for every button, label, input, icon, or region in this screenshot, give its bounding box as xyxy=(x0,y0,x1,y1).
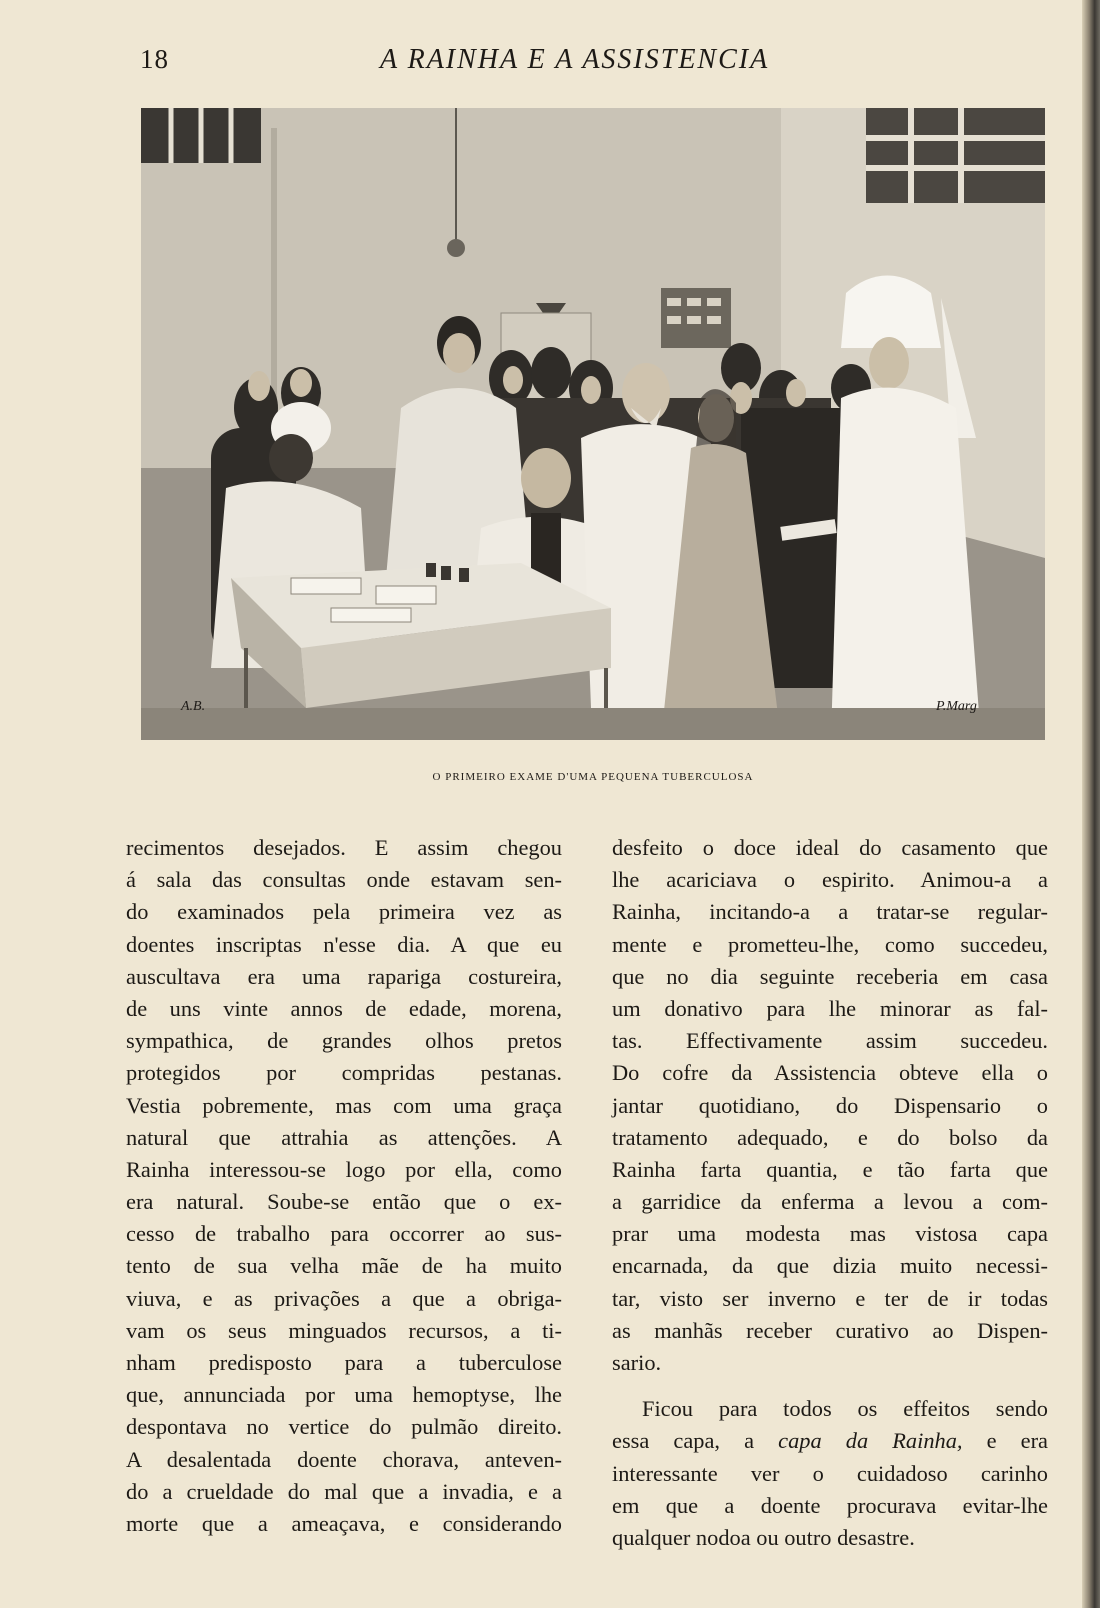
body-line: a garridice da enferma a levou a com- xyxy=(612,1189,1048,1215)
body-line: qualquer nodoa ou outro desastre. xyxy=(612,1524,915,1550)
photograph-illustration xyxy=(141,108,1045,740)
body-line: tento de sua velha mãe de ha muito xyxy=(126,1253,562,1279)
body-line: sario. xyxy=(612,1350,662,1375)
body-line: lhe acariciava o espirito. Animou-a a xyxy=(612,867,1048,893)
body-line: cesso de trabalho para occorrer ao sus- xyxy=(126,1221,562,1247)
body-line: interessante ver o cuidadoso carinho xyxy=(612,1460,1048,1486)
body-line: Rainha farta quantia, e tão farta que xyxy=(612,1156,1048,1182)
running-head xyxy=(140,44,1060,84)
body-line: protegidos por compridas pestanas. xyxy=(126,1060,562,1086)
body-line: nham predisposto para a tuberculose xyxy=(126,1350,562,1375)
body-line: Rainha interessou-se logo por ella, como xyxy=(126,1156,562,1182)
body-line: do a crueldade do mal que a invadia, e a xyxy=(126,1478,562,1504)
italic-phrase: capa da Rainha, xyxy=(778,1428,963,1454)
body-line: em que a doente procurava evitar-lhe xyxy=(612,1492,1048,1518)
body-line: tratamento adequado, e do bolso da xyxy=(612,1124,1048,1150)
body-line: do examinados pela primeira vez as xyxy=(126,899,562,925)
body-line: encarnada, da que dizia muito necessi- xyxy=(612,1253,1048,1279)
photo-signature-right: P.Marg xyxy=(936,699,977,714)
body-line: Ficou para todos os effeitos sendo xyxy=(642,1396,1048,1422)
page-number: 18 xyxy=(140,44,169,74)
body-line: Rainha, incitando-a a tratar-se regular- xyxy=(612,899,1048,925)
body-line: despontava no vertice do pulmão direito. xyxy=(126,1414,562,1440)
body-line: natural que attrahia as attenções. A xyxy=(126,1124,562,1150)
body-line: morte que a ameaçava, e considerando xyxy=(126,1510,562,1536)
body-line: as manhãs receber curativo ao Dispen- xyxy=(612,1317,1048,1343)
body-line: desfeito o doce ideal do casamento que xyxy=(612,835,1048,860)
text-column-left xyxy=(126,832,562,1540)
body-line: prar uma modesta mas vistosa capa xyxy=(612,1221,1048,1247)
body-line: A desalentada doente chorava, anteven- xyxy=(126,1446,562,1472)
body-line: de uns vinte annos de edade, morena, xyxy=(126,995,562,1021)
photograph-examination-room xyxy=(141,108,1045,740)
body-line: vam os seus minguados recursos, a ti- xyxy=(126,1317,562,1343)
body-line-segment: essa capa, a xyxy=(612,1428,779,1454)
body-line: que, annunciada por uma hemoptyse, lhe xyxy=(126,1382,562,1408)
body-line: sympathica, de grandes olhos pretos xyxy=(126,1028,562,1054)
body-line: era natural. Soube-se então que o ex- xyxy=(126,1189,562,1215)
photo-signature-left: A.B. xyxy=(181,699,206,714)
body-line: Vestia pobremente, mas com uma graça xyxy=(126,1092,562,1118)
body-line: que no dia seguinte receberia em casa xyxy=(612,963,1048,989)
body-line: Do cofre da Assistencia obteve ella o xyxy=(612,1060,1048,1086)
paragraph-gap xyxy=(612,1379,1048,1393)
body-line: tas. Effectivamente assim succedeu. xyxy=(612,1028,1048,1054)
body-line: doentes inscriptas n'esse dia. A que eu xyxy=(126,931,562,957)
body-line: recimentos desejados. E assim chegou xyxy=(126,835,562,860)
body-line-with-italic xyxy=(612,1425,1048,1457)
text-column-right xyxy=(612,832,1048,1554)
body-line-segment: e era xyxy=(962,1428,1048,1454)
body-line: mente e prometteu-lhe, como succedeu, xyxy=(612,931,1048,957)
body-line: tar, visto ser inverno e ter de ir todas xyxy=(612,1285,1048,1311)
body-line: um donativo para lhe minorar as fal- xyxy=(612,995,1048,1021)
body-line: viuva, e as privações a que a obriga- xyxy=(126,1285,562,1311)
body-line: jantar quotidiano, do Dispensario o xyxy=(612,1092,1048,1118)
figure-caption: O PRIMEIRO EXAME D'UMA PEQUENA TUBERCULOSA xyxy=(432,771,754,783)
book-binding-edge xyxy=(1082,0,1100,1608)
body-line: auscultava era uma rapariga costureira, xyxy=(126,963,562,989)
body-line: á sala das consultas onde estavam sen- xyxy=(126,867,562,893)
running-title: A RAINHA E A ASSISTENCIA xyxy=(380,44,770,75)
